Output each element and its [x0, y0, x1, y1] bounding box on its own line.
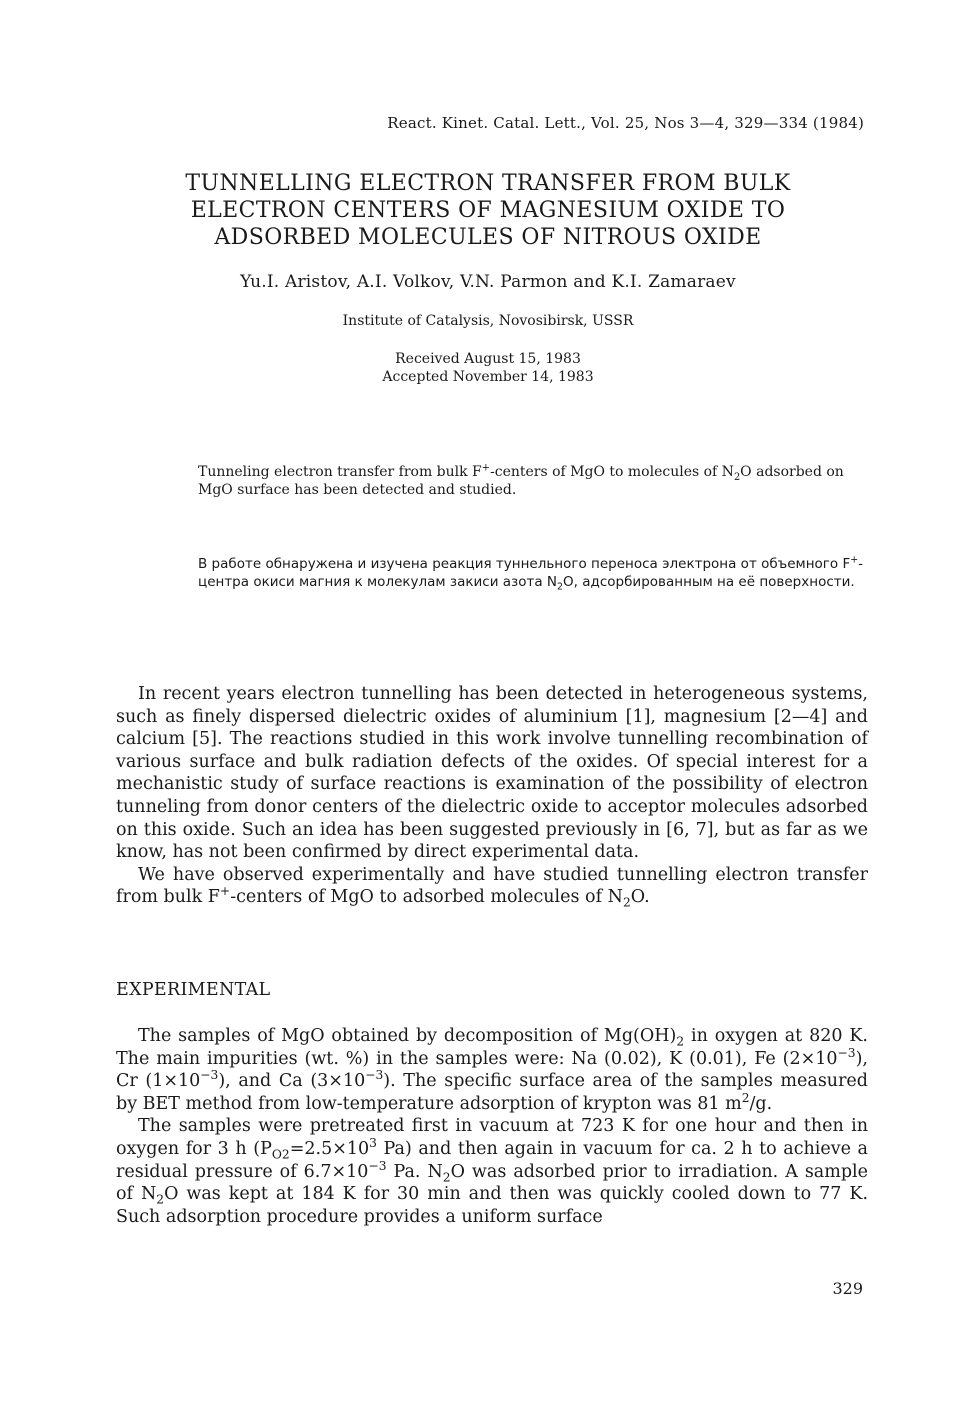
- dates: [0, 350, 976, 386]
- introduction: [116, 683, 868, 909]
- institute: Institute of Catalysis, Novosibirsk, USSR: [342, 313, 634, 329]
- title-line-1: TUNNELLING ELECTRON TRANSFER FROM BULK: [185, 171, 791, 196]
- received-date: Received August 15, 1983: [395, 351, 581, 367]
- experimental-section: [116, 1025, 868, 1228]
- paper-title: [0, 170, 976, 251]
- intro-paragraph-1: In recent years electron tunnelling has been detected in heterogeneous systems, such as finely dispersed dielectric oxides of aluminium [1], magnesium [2—4] and calcium [5]. The reactions studied in this work involve tunnelling recombination of various surface and bulk radiation defects of the oxides. Of special interest for a mechanistic study of surface reactions is examination of the possibility of electron tunneling from donor centers of the dielectric oxide to acceptor molecules adsorbed on this oxide. Such an idea has been suggested previously in [6, 7], but as far as we know, has not been confirmed by direct experimental data.: [116, 684, 868, 863]
- title-line-2: ELECTRON CENTERS OF MAGNESIUM OXIDE TO: [190, 198, 786, 223]
- section-heading-experimental: EXPERIMENTAL: [116, 980, 271, 1000]
- journal-reference: React. Kinet. Catal. Lett., Vol. 25, Nos 3—4, 329—334 (1984): [387, 114, 864, 132]
- abstract-russian: В работе обнаружена и изучена реакция туннельного переноса электрона от объемного F+-центра окиси магния к молекулам закиси азота $N_2O$, адсорбированным на её поверхности.: [198, 554, 864, 593]
- experimental-paragraph-2: The samples were pretreated first in vacuum at 723 K for one hour and then in oxygen for 3 h ($P_{O2}=2.5\times 10^3$ Pa) and then again in vacuum for ca. 2 h to achieve a residual pressure of $6.7\times 10^{-3}$ Pa. $N_2O$ was adsorbed prior to irradiation. A sample of $N_2O$ was kept at 184 K for 30 min and then was quickly cooled down to 77 K. Such adsorption procedure provides a uniform surface: [116, 1116, 869, 1227]
- abstract-english: Tunneling electron transfer from bulk F+-centers of MgO to molecules of $N_2O$ adsorbed on MgO surface has been detected and studied.: [198, 462, 844, 498]
- authors: Yu.I. Aristov, A.I. Volkov, V.N. Parmon and K.I. Zamaraev: [240, 272, 736, 292]
- intro-paragraph-2: We have observed experimentally and have studied tunnelling electron transfer from bulk F+-centers of MgO to adsorbed molecules of $N_2O$.: [116, 864, 868, 910]
- experimental-paragraph-1: The samples of MgO obtained by decomposition of $Mg(OH)_2$ in oxygen at 820 K. The main impurities (wt. %) in the samples were: Na (0.02), K (0.01), Fe $(2\times 10^{-3})$, Cr $(1\times 10^{-3})$, and Ca $(3\times 10^{-3})$. The specific surface area of the samples measured by BET method from low-temperature adsorption of krypton was 81 $m^2/g$.: [116, 1026, 868, 1114]
- page-number: 329: [832, 1279, 863, 1298]
- accepted-date: Accepted November 14, 1983: [382, 369, 594, 385]
- title-line-3: ADSORBED MOLECULES OF NITROUS OXIDE: [214, 225, 762, 250]
